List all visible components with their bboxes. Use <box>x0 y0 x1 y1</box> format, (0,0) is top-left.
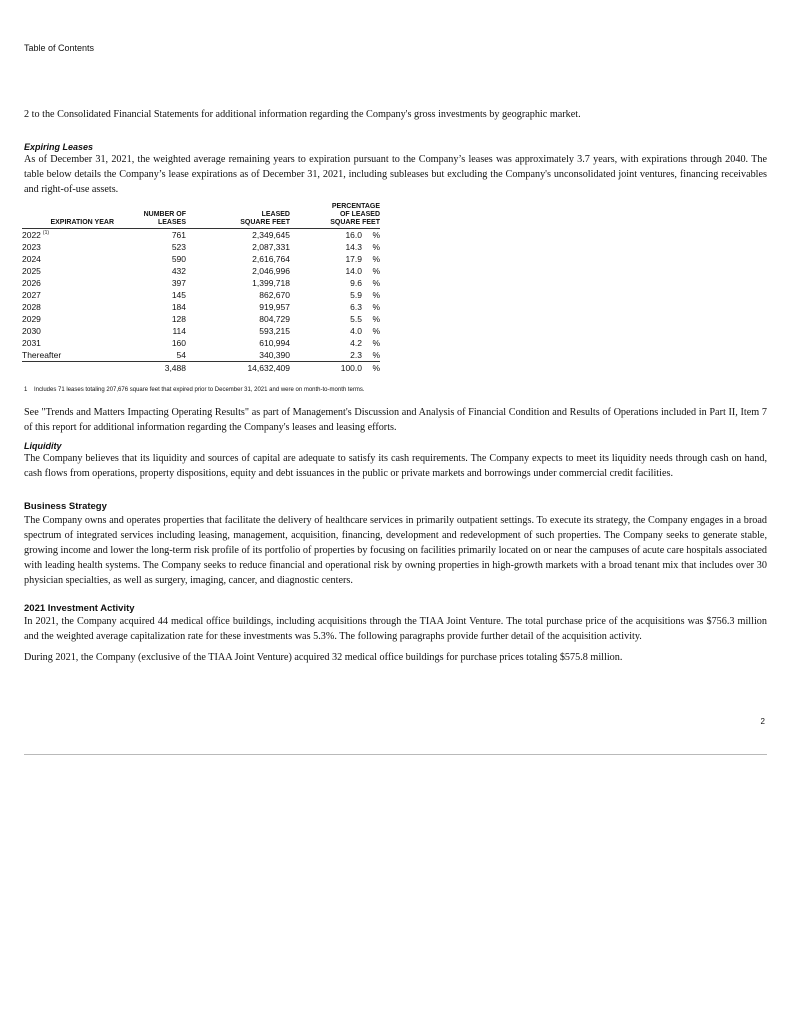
expiring-leases-heading: Expiring Leases <box>24 142 94 152</box>
row-leases: 432 <box>171 266 186 276</box>
row-year: 2025 <box>22 266 41 276</box>
row-pct: 9.6 % <box>350 278 380 288</box>
row-year: 2026 <box>22 278 41 288</box>
row-year: 2029 <box>22 314 41 324</box>
row-year: 2028 <box>22 302 41 312</box>
row-pct: 14.3 % <box>345 242 380 252</box>
row-pct: 14.0 % <box>345 266 380 276</box>
total-leases: 3,488 <box>118 362 188 375</box>
row-pct: 16.0 % <box>345 230 380 240</box>
table-row <box>22 265 380 277</box>
row-year: 2024 <box>22 254 41 264</box>
footnote-number: 1 <box>24 387 28 393</box>
row-pct: 17.9 % <box>345 254 380 264</box>
header-expiration-year: EXPIRATION YEAR <box>22 203 118 229</box>
row-sqft: 1,399,718 <box>252 278 290 288</box>
row-leases: 54 <box>176 350 186 360</box>
row-year: 2027 <box>22 290 41 300</box>
row-pct: 6.3 % <box>350 302 380 312</box>
table-row <box>22 337 380 349</box>
row-year: 2030 <box>22 326 41 336</box>
row-leases: 184 <box>171 302 186 312</box>
business-strategy-heading: Business Strategy <box>24 501 107 512</box>
total-pct: 100.0 % <box>290 362 380 375</box>
row-pct: 4.2 % <box>350 338 380 348</box>
row-pct: 4.0 % <box>350 326 380 336</box>
table-of-contents-link[interactable]: Table of Contents <box>24 43 95 53</box>
row-sqft: 2,087,331 <box>252 242 290 252</box>
footnote-text: Includes 71 leases totaling 207,676 square feet that expired prior to December 31, 2021 and were on month-to-month terms. <box>34 387 365 393</box>
table-row <box>22 349 380 362</box>
liquidity-paragraph: The Company believes that its liquidity and sources of capital are adequate to satisfy its cash requirements. The Company expects to meet its liquidity needs through cash on hand, cash flows from operations, property dispositions, equity and debt issuances in the public or private markets and borrowings under commercial credit facilities. <box>24 453 767 479</box>
row-leases: 523 <box>171 242 186 252</box>
row-year: 2023 <box>22 242 41 252</box>
intro-paragraph: 2 to the Consolidated Financial Statements for additional information regarding the Company's gross investments by geographic market. <box>24 109 581 120</box>
table-row <box>22 241 380 253</box>
lease-expirations-table <box>22 203 380 374</box>
row-leases: 128 <box>171 314 186 324</box>
table-row <box>22 313 380 325</box>
row-leases: 145 <box>171 290 186 300</box>
total-year <box>22 362 118 375</box>
row-leases: 761 <box>171 230 186 240</box>
table-row <box>22 289 380 301</box>
row-sqft: 340,390 <box>259 350 290 360</box>
row-sqft: 804,729 <box>259 314 290 324</box>
footnote-marker: (1) <box>42 230 50 236</box>
row-sqft: 610,994 <box>259 338 290 348</box>
row-year: Thereafter <box>22 350 62 360</box>
row-sqft: 593,215 <box>259 326 290 336</box>
header-number-of-leases: NUMBER OF LEASES <box>118 203 188 229</box>
investment-activity-paragraph-1: In 2021, the Company acquired 44 medical office buildings, including acquisitions through the TIAA Joint Venture. The total purchase price of the acquisitions was $756.3 million and the weighted average capitalization rate for these investments was 5.3%. The following paragraphs provide further detail of the acquisition activity. <box>24 616 767 642</box>
row-leases: 590 <box>171 254 186 264</box>
row-year: 2022 $^{(1)}$ <box>22 230 50 240</box>
header-leased-square-feet: LEASED SQUARE FEET <box>188 203 290 229</box>
row-leases: 397 <box>171 278 186 288</box>
row-leases: 160 <box>171 338 186 348</box>
page-divider <box>24 754 767 755</box>
row-sqft: 2,046,996 <box>252 266 290 276</box>
page-number: 2 <box>760 717 765 726</box>
table-total-row <box>22 362 380 375</box>
expiring-leases-paragraph: As of December 31, 2021, the weighted average remaining years to expiration pursuant to the Company’s leases was approximately 3.7 years, with expirations through 2040. The table below details the Company’s lease expirations as of December 31, 2021, including subleases but excluding the Company's unconsolidated joint ventures, financing receivables and right-of-use assets. <box>24 154 767 195</box>
row-pct: 5.5 % <box>350 314 380 324</box>
row-sqft: 862,670 <box>259 290 290 300</box>
row-pct: 5.9 % <box>350 290 380 300</box>
row-sqft: 919,957 <box>259 302 290 312</box>
row-leases: 114 <box>172 326 186 336</box>
see-trends-paragraph: See "Trends and Matters Impacting Operating Results" as part of Management's Discussion and Analysis of Financial Condition and Results of Operations included in Part II, Item 7 of this report for additional information regarding the Company's leases and leasing efforts. <box>24 407 767 433</box>
row-sqft: 2,349,645 <box>252 230 290 240</box>
total-sqft: 14,632,409 <box>188 362 290 375</box>
row-sqft: 2,616,764 <box>252 254 290 264</box>
business-strategy-paragraph: The Company owns and operates properties that facilitate the delivery of healthcare services in primarily outpatient settings. To execute its strategy, the Company engages in a broad spectrum of integrated services including leasing, management, acquisition, financing, development and redevelopment of such properties. The Company seeks to generate stable, growing income and lower the long-term risk profile of its portfolio of properties by focusing on facilities primarily located on or near the campuses of acute care hospitals associated with leading health systems. The Company seeks to reduce financial and operational risk by owning properties in high-growth markets with a broad tenant mix that includes over 30 physician specialties, as well as surgery, imaging, cancer, and diagnostic centers. <box>24 515 767 586</box>
table-header-row <box>22 203 380 229</box>
investment-activity-heading: 2021 Investment Activity <box>24 603 135 614</box>
table-row <box>22 325 380 337</box>
table-row <box>22 301 380 313</box>
header-percentage-leased: PERCENTAGE OF LEASED SQUARE FEET <box>290 203 380 229</box>
table-row <box>22 277 380 289</box>
row-pct: 2.3 % <box>350 350 380 360</box>
row-year: 2031 <box>22 338 41 348</box>
table-row <box>22 229 380 242</box>
investment-activity-paragraph-2: During 2021, the Company (exclusive of the TIAA Joint Venture) acquired 32 medical office buildings for purchase prices totaling $575.8 million. <box>24 652 623 663</box>
table-row <box>22 253 380 265</box>
liquidity-heading: Liquidity <box>24 441 62 451</box>
